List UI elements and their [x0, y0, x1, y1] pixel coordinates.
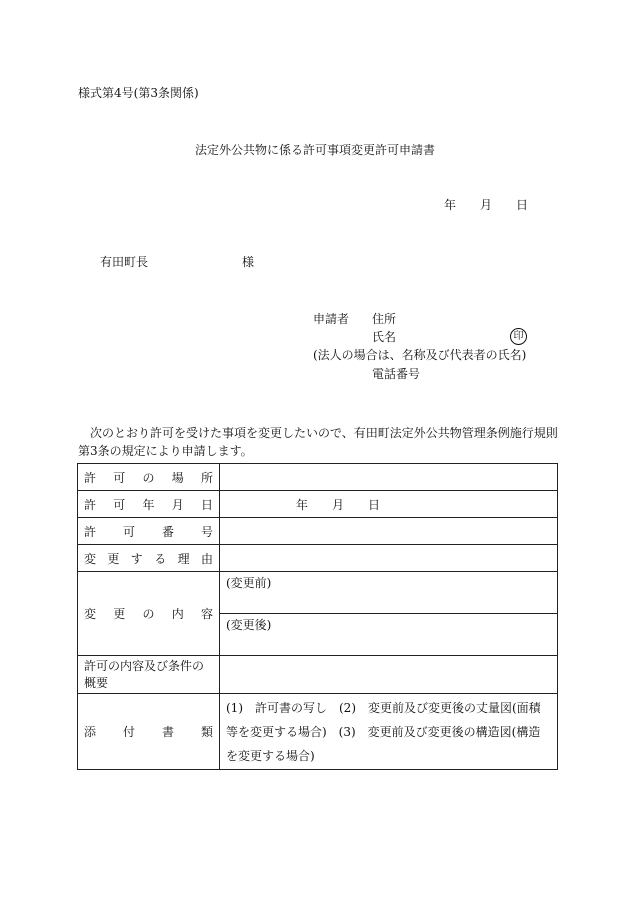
addressee-honorific: 様 [242, 255, 255, 269]
form-number-label: 様式第4号(第3条関係) [78, 86, 199, 100]
table-row [78, 656, 558, 694]
permit-date-year: 年 [296, 497, 309, 512]
applicant-phone-label: 電話番号 [372, 367, 421, 381]
table-row [78, 491, 558, 518]
permit-place-field[interactable] [220, 464, 558, 491]
change-after-label: (変更後) [226, 618, 272, 632]
table-row [78, 545, 558, 572]
applicant-label: 申請者 [313, 312, 350, 326]
permit-date-field[interactable] [220, 491, 558, 518]
applicant-address-label: 住所 [372, 312, 397, 326]
permit-outline-label: 許可の内容及び条件の概要 [78, 656, 220, 694]
change-reason-label: 変更する理由 [78, 545, 220, 572]
permit-date-day: 日 [368, 497, 381, 512]
permit-place-label: 許可の場所 [78, 464, 220, 491]
document-title: 法定外公共物に係る許可事項変更許可申請書 [195, 143, 436, 157]
permit-number-label: 許可番号 [78, 518, 220, 545]
change-before-field[interactable] [220, 572, 558, 614]
addressee-name: 有田町長 [100, 255, 149, 269]
table-row [78, 464, 558, 491]
change-before-label: (変更前) [226, 576, 272, 590]
table-row [78, 518, 558, 545]
date-day-label: 日 [516, 198, 529, 212]
table-row [78, 694, 558, 770]
application-form-table [77, 463, 558, 770]
statement-line-2: 第3条の規定により申請します。 [78, 444, 253, 458]
change-reason-field[interactable] [220, 545, 558, 572]
permit-date-label: 許可年月日 [78, 491, 220, 518]
application-date [444, 197, 528, 213]
addressee [100, 254, 255, 270]
date-month-label: 月 [480, 198, 493, 212]
permit-date-month: 月 [332, 497, 345, 512]
attachments-label: 添付書類 [78, 694, 220, 770]
table-row [78, 572, 558, 614]
seal-mark: 印 [510, 328, 527, 345]
change-content-label: 変更の内容 [78, 572, 220, 656]
permit-number-field[interactable] [220, 518, 558, 545]
statement-line-1: 次のとおり許可を受けた事項を変更したいので、有田町法定外公共物管理条例施行規則 [90, 426, 558, 440]
application-statement [78, 424, 558, 460]
applicant-name-label: 氏名 [372, 330, 397, 344]
permit-outline-field[interactable] [220, 656, 558, 694]
date-year-label: 年 [444, 198, 457, 212]
corporation-note: (法人の場合は、名称及び代表者の氏名) [313, 348, 527, 362]
attachments-text: (1) 許可書の写し (2) 変更前及び変更後の丈量図(面積等を変更する場合) (3) 変更前及び変更後の構造図(構造を変更する場合) [220, 694, 558, 770]
change-after-field[interactable] [220, 614, 558, 656]
